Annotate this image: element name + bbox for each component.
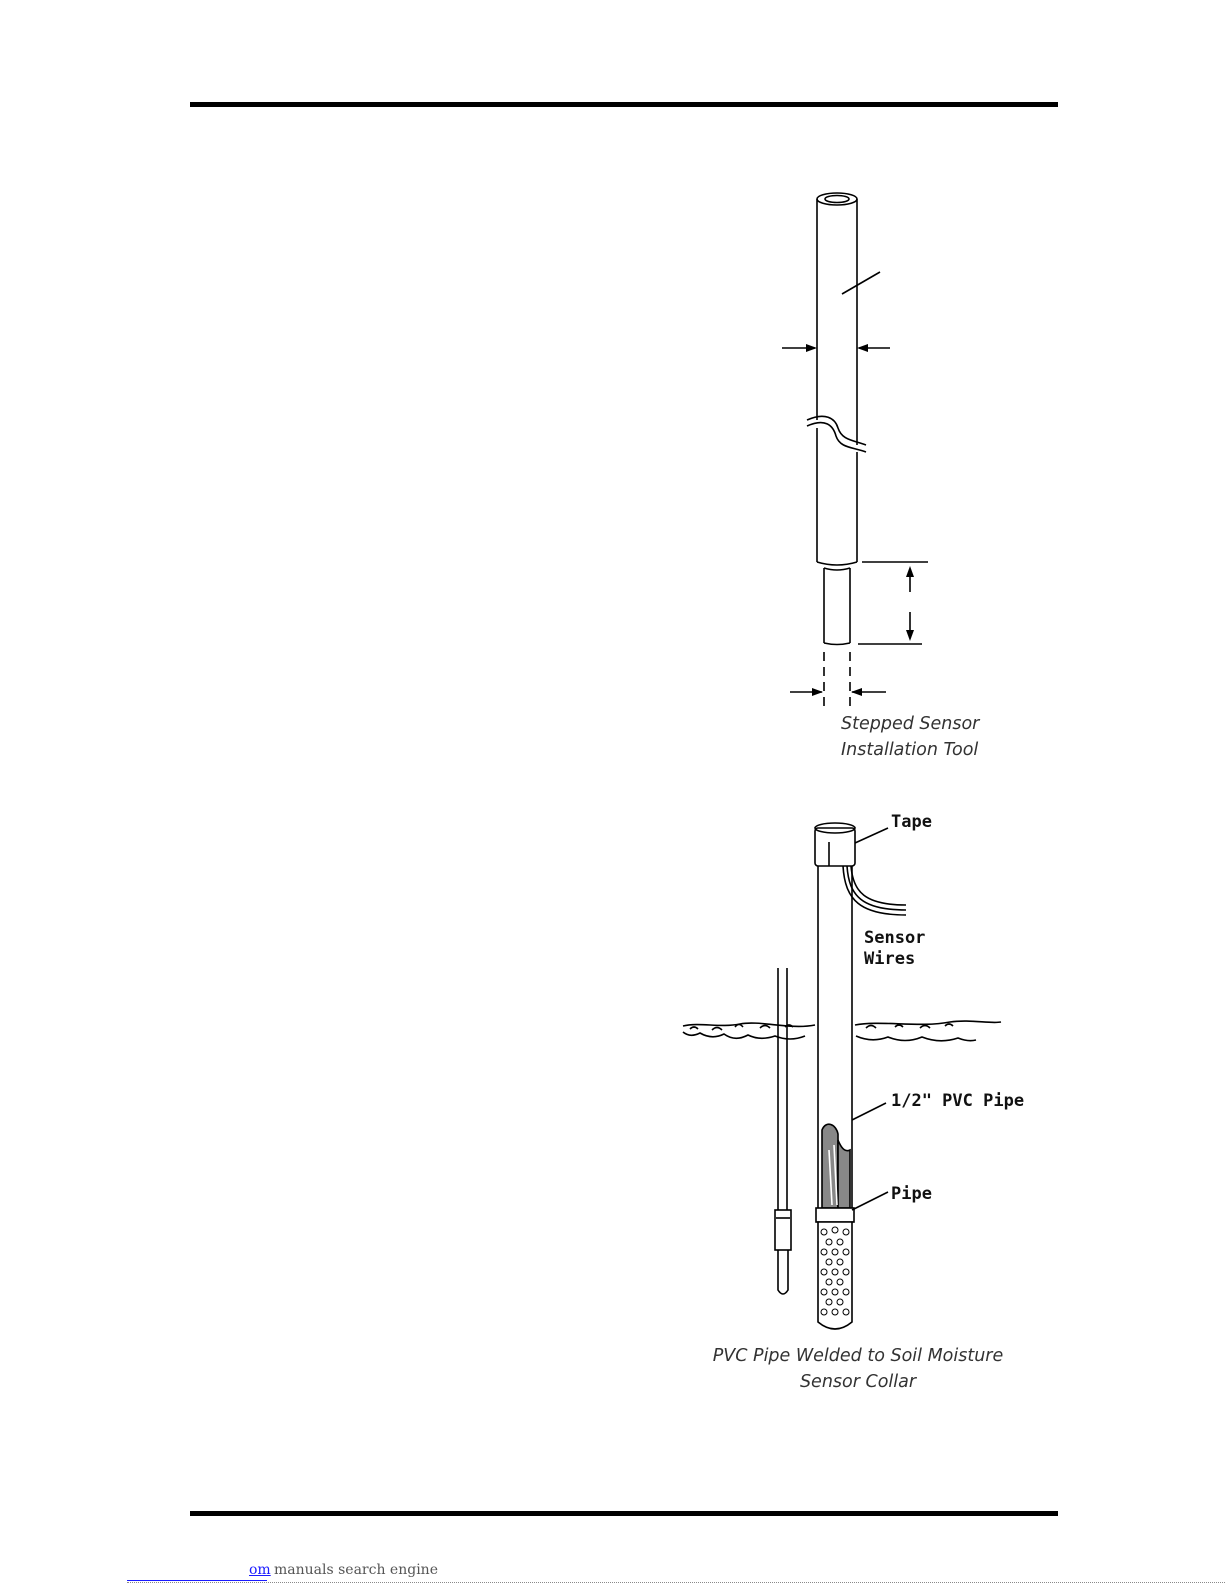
callout-pvc-pipe: 1/2" PVC Pipe bbox=[891, 1091, 1025, 1111]
callout-sensor-wires bbox=[864, 928, 925, 970]
footer-link[interactable]: om bbox=[249, 1562, 271, 1578]
callout-tape: Tape bbox=[891, 812, 932, 832]
figure1-caption bbox=[841, 711, 979, 763]
footer-link-underline bbox=[127, 1580, 267, 1581]
pvc-pipe-sensor-drawing bbox=[683, 823, 1001, 1329]
callout-pipe: Pipe bbox=[891, 1184, 932, 1204]
footer-dotted-line bbox=[127, 1582, 1225, 1583]
footer-bar bbox=[0, 1559, 1225, 1585]
figure1-caption-line1: Stepped Sensor bbox=[841, 714, 980, 734]
callout-sensor-wires-line2: Wires bbox=[864, 949, 916, 969]
figure2-caption bbox=[700, 1343, 1016, 1395]
figure2-caption-line2: Sensor Collar bbox=[799, 1372, 917, 1392]
footer-tagline: manuals search engine bbox=[274, 1562, 438, 1578]
figure2-caption-line1: PVC Pipe Welded to Soil Moisture bbox=[712, 1346, 1004, 1366]
figure1-caption-line2: Installation Tool bbox=[841, 740, 979, 760]
callout-sensor-wires-line1: Sensor bbox=[864, 928, 926, 948]
